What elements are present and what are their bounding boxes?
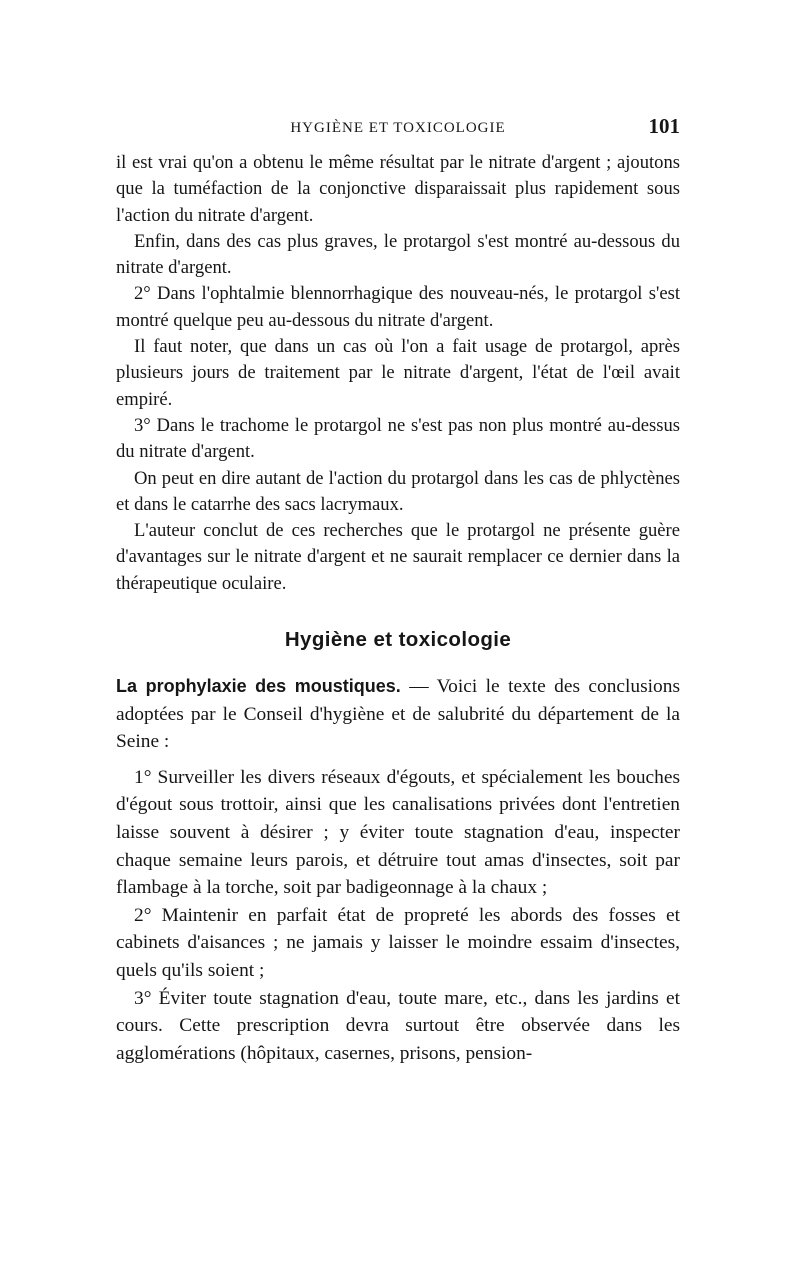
list-item: 1° Surveiller les divers réseaux d'égouts, et spécialement les bouches d'égout sous trottoir, ainsi que les canalisations privées dont l'entretien laisse souvent à désirer ; y éviter toute stagnation d'eau, inspecter chaque semaine leurs parois, et détruire tout amas d'insectes, soit par flambage à la torche, soit par badigeonnage à la chaux ; (116, 766, 680, 899)
list-item: 3° Éviter toute stagnation d'eau, toute mare, etc., dans les jardins et cours. Cette prescription devra surtout être observée dans les agglomérations (hôpitaux, casernes, prisons, pension- (116, 987, 680, 1064)
article-intro: — Voici le texte des conclusions adoptées par le Conseil d'hygiène et de salubrité du département de la Seine : (116, 676, 680, 753)
paragraph: 3° Dans le trachome le protargol ne s'est pas non plus montré au-dessus du nitrate d'argent. (116, 414, 680, 463)
page-number: 101 (648, 114, 680, 138)
continued-article (116, 150, 680, 597)
running-head (116, 114, 680, 144)
article-intro-paragraph (116, 673, 680, 756)
paragraph: Il faut noter, que dans un cas où l'on a fait usage de protargol, après plusieurs jours de traitement par le nitrate d'argent, l'état de l'œil avait empiré. (116, 336, 680, 410)
article-title: La prophylaxie des moustiques. (116, 676, 401, 697)
paragraph: On peut en dire autant de l'action du protargol dans les cas de phlyctènes et dans le catarrhe des sacs lacrymaux. (116, 467, 680, 515)
paragraph: L'auteur conclut de ces recherches que le protargol ne présente guère d'avantages sur le nitrate d'argent et ne saurait remplacer ce dernier dans la thérapeutique oculaire. (116, 520, 680, 594)
running-title: HYGIÈNE ET TOXICOLOGIE (290, 120, 506, 136)
body-text (116, 150, 680, 1067)
section-heading: Hygiène et toxicologie (284, 628, 512, 652)
list-item: 2° Maintenir en parfait état de propreté les abords des fosses et cabinets d'aisances ; ne jamais y laisser le moindre essaim d'insectes, quels qu'ils soient ; (116, 904, 680, 981)
paragraph: Enfin, dans des cas plus graves, le protargol s'est montré au-dessous du nitrate d'argent. (116, 230, 680, 279)
new-article (116, 673, 680, 1067)
paragraph: 2° Dans l'ophtalmie blennorrhagique des nouveau-nés, le protargol s'est montré quelque peu au-dessous du nitrate d'argent. (116, 283, 680, 331)
paragraph: il est vrai qu'on a obtenu le même résultat par le nitrate d'argent ; ajoutons que la tuméfaction de la conjonctive disparaissait plus rapidement sous l'action du nitrate d'argent. (116, 152, 680, 226)
